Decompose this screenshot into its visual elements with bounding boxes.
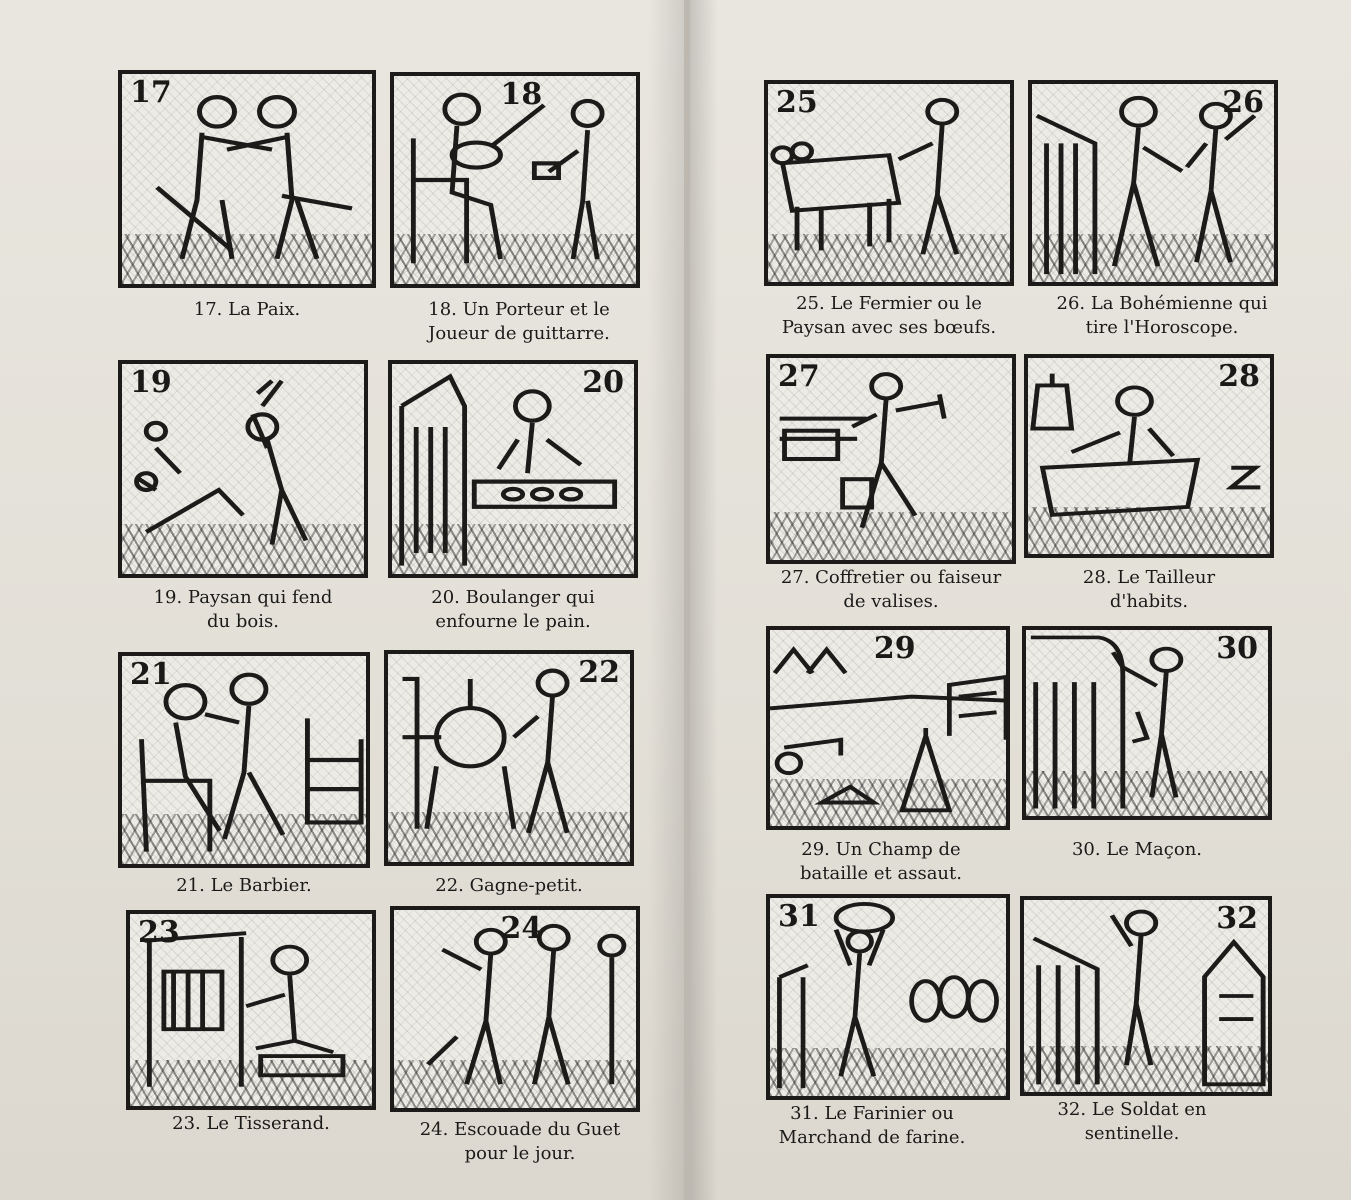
plate-number: 24 [500,911,543,946]
plate-number: 27 [778,359,820,394]
caption-30: 30. Le Maçon. [1071,839,1203,860]
plate-18 [390,72,640,288]
caption-32: 32. Le Soldat en sentinelle. [1057,1099,1207,1144]
plate-31 [766,894,1010,1100]
plate-number: 18 [500,77,543,112]
plate-20 [388,360,638,578]
plate-number: 32 [1216,901,1258,936]
caption-31: 31. Le Farinier ou Marchand de farine. [778,1103,966,1148]
plate-32 [1020,896,1272,1096]
caption-23: 23. Le Tisserand. [172,1113,330,1134]
plate-24 [390,906,640,1112]
caption-25: 25. Le Fermier ou le Paysan avec ses bœufs. [781,293,997,338]
plate-number: 26 [1222,85,1264,120]
plate-number: 30 [1216,631,1258,666]
caption-19: 19. Paysan qui fend du bois. [153,587,333,632]
caption-18: 18. Un Porteur et le Joueur de guittarre. [428,299,610,344]
plate-number: 21 [130,657,172,692]
plate-number: 22 [578,655,620,690]
plate-29 [766,626,1010,830]
caption-22: 22. Gagne-petit. [435,875,583,896]
book-gutter [684,0,690,1200]
plate-number: 31 [778,899,820,934]
plate-25 [764,80,1014,286]
caption-26: 26. La Bohémienne qui tire l'Horoscope. [1056,293,1268,338]
plate-number: 17 [130,75,172,110]
plate-19 [118,360,368,578]
plate-number: 28 [1218,359,1260,394]
plate-17 [118,70,376,288]
caption-20: 20. Boulanger qui enfourne le pain. [431,587,595,632]
caption-17: 17. La Paix. [193,299,301,320]
plate-22 [384,650,634,866]
caption-24: 24. Escouade du Guet pour le jour. [419,1119,621,1164]
caption-21: 21. Le Barbier. [176,875,312,896]
plate-number: 20 [582,365,624,400]
plate-number: 19 [130,365,172,400]
plate-number: 23 [138,915,180,950]
plate-23 [126,910,376,1110]
plate-number: 25 [776,85,818,120]
plate-21 [118,652,370,868]
plate-28 [1024,354,1274,558]
caption-28: 28. Le Tailleur d'habits. [1082,567,1216,612]
plate-26 [1028,80,1278,286]
plate-number: 29 [873,631,916,666]
caption-27: 27. Coffretier ou faiseur de valises. [780,567,1002,612]
plate-30 [1022,626,1272,820]
caption-29: 29. Un Champ de bataille et assaut. [800,839,962,884]
plate-27 [766,354,1016,564]
